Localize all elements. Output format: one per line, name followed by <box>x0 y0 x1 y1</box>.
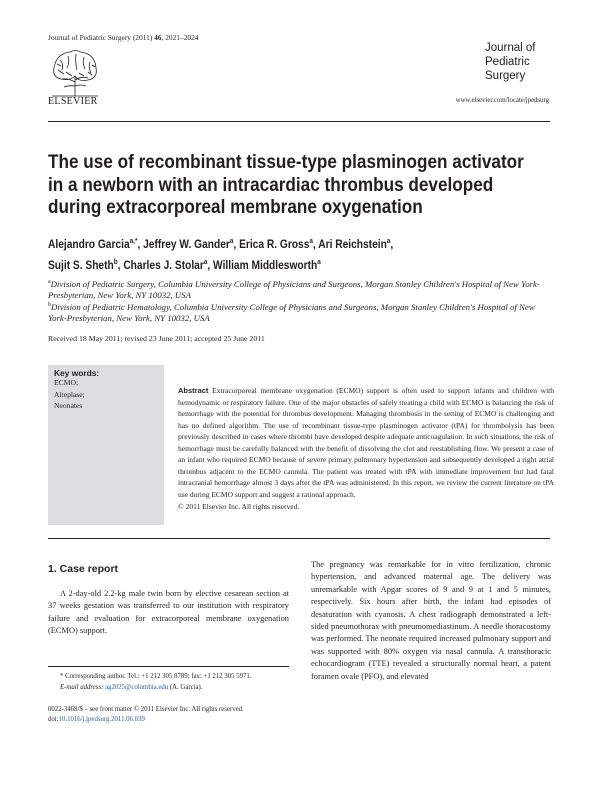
author-line-1 <box>48 232 393 253</box>
author-list <box>48 232 393 274</box>
body-paragraph-left: A 2-day-old 2.2-kg male twin born by elective cesarean section at 37 weeks gestation was transferred to our institution with respiratory failure and evaluation for extracorporeal membrane oxygenation (ECMO) support. <box>48 589 289 636</box>
author-separator: , <box>233 237 240 251</box>
header-divider <box>48 121 550 122</box>
keywords-panel <box>48 365 164 525</box>
journal-logo-line3: Surgery <box>485 70 526 82</box>
author-affiliation-mark: a <box>309 236 313 245</box>
email-label: E-mail address: <box>60 684 104 691</box>
doi-note <box>48 716 145 723</box>
journal-url[interactable]: www.elsevier.com/locate/jpedsurg <box>455 97 549 104</box>
title-line-1: The use of recombinant tissue-type plasminogen activator <box>48 151 524 173</box>
author-name: Charles J. Stolar <box>123 258 204 272</box>
footnote-divider <box>48 666 289 667</box>
citation-volume: 46 <box>154 33 162 42</box>
author-affiliation-mark: a <box>229 236 234 245</box>
author-affiliation-mark: a <box>203 257 208 266</box>
doi-label: doi: <box>48 716 59 723</box>
author-name: Erica R. Gross <box>239 237 310 251</box>
citation-pages: , 2021–2024 <box>161 33 199 42</box>
keyword-item: Alteplase; <box>54 390 85 399</box>
keyword-item: Neonates <box>54 401 83 410</box>
journal-logo-line2: Pediatric <box>485 56 530 68</box>
section-heading: 1. Case report <box>48 563 119 575</box>
citation-prefix: Journal of Pediatric Surgery (2011) <box>48 33 155 42</box>
author-affiliation-mark: a <box>317 257 321 266</box>
author-affiliation-mark: a,* <box>129 236 138 245</box>
author-name: Alejandro Garcia <box>48 237 130 251</box>
body-paragraph-right: The pregnancy was remarkable for in vitro fertilization, chronic hypertension, and advanced maternal age. The delivery was unremarkable with Apgar scores of 9 and 9 at 1 and 5 minutes, respectively. Six hours after birth, the infant had episodes of desaturation with cyanosis. A chest radiograph demonstrated a left-sided pneumothorax with pneumomediastinum. A needle thoracostomy was performed. The neonate required increased pulmonary support and was supported with 80% oxygen via nasal cannula. A transthoracic echocardiogram (TTE) revealed a structurally normal heart, a patent foramen ovale (PFO), and elevated <box>311 560 551 681</box>
keyword-item: ECMO; <box>54 378 79 387</box>
keywords-heading: Key words: <box>54 368 100 378</box>
journal-logo <box>485 41 536 83</box>
author-line-2 <box>48 253 393 274</box>
author-name: Ari Reichstein <box>318 237 387 251</box>
front-matter-note: 0022-3468/$ – see front matter © 2011 Elsevier Inc. All rights reserved. <box>48 706 244 713</box>
email-suffix: (A. Garcia). <box>168 684 203 691</box>
affiliation-b <box>48 300 553 325</box>
author-separator: , <box>137 237 144 251</box>
email-link[interactable]: ag2025@columbia.edu <box>105 684 169 691</box>
abstract-copyright: © 2011 Elsevier Inc. All rights reserved. <box>178 502 300 511</box>
elsevier-tree-logo <box>48 48 102 98</box>
affiliation-mark: b <box>48 302 51 308</box>
author-separator: , <box>117 258 124 272</box>
abstract <box>178 385 554 500</box>
corresponding-author-note: * Corresponding author. Tel.: +1 212 305 8789; fax: +1 212 305 5971. <box>60 673 252 680</box>
author-affiliation-mark: a <box>386 236 391 245</box>
affiliation-mark: a <box>48 279 51 285</box>
author-affiliation-mark: b <box>113 257 118 266</box>
abstract-text: Extracorporeal membrane oxygenation (ECMO) support is often used to support infants and children with hemodynamic or respiratory failure. One of the major obstacles of safely treating a child with ECMO is balancing the risk of hemorrhage with the potential for thrombus development. Managing thrombosis in the setting of ECMO is challenging and has no defined algorithm. The use of recombinant tissue-type plasminogen activator (tPA) for thrombolysis has been previously described in cases where thrombi have developed despite adequate anticoagulation. In such situations, the risk of hemorrhage must be carefully balanced with the benefit of dissolving the clot and reestablishing flow. We present a case of an infant who required ECMO because of severe primary pulmonary hypertension and subsequently developed a right atrial thrombus adjacent to the ECMO cannula. The patient was treated with tPA with immediate improvement but had fatal intracranial hemorrhage almost 3 days after the tPA was administered. In this report, we review the current literature on tPA use during ECMO support and suggest a rational approach. <box>178 386 554 499</box>
publisher-name: ELSEVIER <box>48 96 98 107</box>
author-separator: , <box>207 258 214 272</box>
article-title <box>48 151 524 219</box>
journal-logo-line1: Journal of <box>485 42 536 54</box>
title-line-3: during extracorporeal membrane oxygenation <box>48 196 423 218</box>
affiliation-a <box>48 277 553 302</box>
author-name: William Middlesworth <box>213 258 318 272</box>
title-line-2: in a newborn with an intracardiac thrombus developed <box>48 173 494 196</box>
author-name: Sujit S. Sheth <box>48 258 114 272</box>
affiliation-text: Division of Pediatric Surgery, Columbia University College of Physicians and Surgeons, Morgan Stanley Children's Hospital of New York-Presbyterian, New York, NY 10032, USA <box>48 278 540 301</box>
author-name: Jeffrey W. Gander <box>143 237 230 251</box>
affiliation-text: Division of Pediatric Hematology, Columbia University College of Physicians and Surgeons, Morgan Stanley Children's Hospital of New York-Presbyterian, New York, NY 10032, USA <box>48 301 535 324</box>
doi-link[interactable]: 10.1016/j.jpedsurg.2011.06.039 <box>58 716 145 723</box>
abstract-label: Abstract <box>178 386 209 395</box>
article-dates: Received 18 May 2011; revised 23 June 2011; accepted 25 June 2011 <box>48 334 265 343</box>
email-note <box>60 684 202 691</box>
author-separator: , <box>312 237 319 251</box>
author-separator: , <box>390 237 394 251</box>
abstract-divider <box>48 538 550 539</box>
journal-citation <box>48 33 198 42</box>
